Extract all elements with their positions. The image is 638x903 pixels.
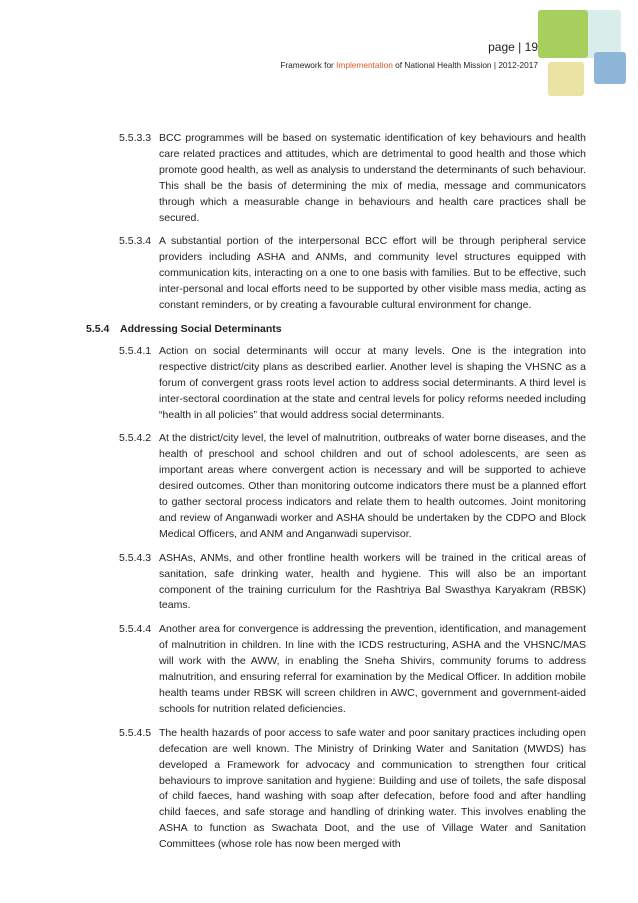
page-number: 19 (524, 40, 538, 54)
paragraph-number: 5.5.4.5 (119, 726, 152, 739)
paragraph-text: At the district/city level, the level of malnutrition, outbreaks of water borne diseases, and the health of preschool and school children and out of school adolescents, are seen as important areas where convergent action is necessary and will be supported to achieve desired outcomes. Other than monitoring outcome indicators there must be a planned effort to gather sectoral process indicators and relate them to health outcomes. Joint monitoring and review of Anganwadi worker and ASHA should be undertaken by the CDPO and Block Medical Officers, and ANM and Anganwadi supervisor. (159, 432, 586, 540)
paragraph-number: 5.5.4.4 (119, 623, 152, 636)
decor-square-green (538, 10, 588, 58)
page-separator: | (518, 40, 522, 54)
paragraph-text: Another area for convergence is addressing the prevention, identification, and management of malnutrition in children. In line with the ICDS restructuring, ASHA and the VHSNC/MAS will work with the AWW, in enabling the Sneha Shivirs, community forums to address malnutrition, and ensuring referral for examination by the Medical Officer. In addition mobile health teams under RBSK will screen children in AWC, government and government-aided schools for nutrition related deficiencies. (159, 623, 586, 715)
section-heading (86, 322, 586, 338)
paragraph-number: 5.5.4.2 (119, 432, 152, 445)
paragraph-text: ASHAs, ANMs, and other frontline health workers will be trained in the critical areas of sanitation, safe drinking water, health and hygiene. This will also be an important component of the training curriculum for the Rashtriya Bal Swasthya Karyakram (RBSK) teams. (159, 551, 586, 612)
header-title-highlight: Implementation (336, 60, 393, 70)
paragraph-text: Action on social determinants will occur at many levels. One is the integration into respective district/city plans as described earlier. Another level is shaping the VHSNC as a forum of convergent grass roots level action to address social determinants. A third level is inter-sectoral coordination at the state and central levels for policy reforms needed including “health in all policies” that would address social determinants. (159, 344, 586, 421)
paragraph-number: 5.5.4.3 (119, 551, 152, 564)
paragraph-5-5-4-2 (86, 431, 586, 542)
section-heading-number: 5.5.4 (86, 322, 110, 335)
paragraph-5-5-3-4 (86, 234, 586, 314)
paragraph-text: BCC programmes will be based on systematic identification of key behaviours and health care related practices and attitudes, which are detrimental to good health and those which promote good health, as well as analysis to understand the determinants of such behaviour. This shall be the basis of determining the mix of media, message and communicators through which a measurable change in behaviours and health care practices shall be secured. (159, 132, 586, 224)
paragraph-5-5-4-5 (86, 726, 586, 853)
section-heading-text: Addressing Social Determinants (120, 322, 282, 335)
paragraph-5-5-4-1 (86, 344, 586, 424)
paragraph-5-5-3-3 (86, 131, 586, 226)
header-title-after: of National Health Mission | 2012-2017 (392, 60, 538, 70)
paragraph-text: The health hazards of poor access to safe water and poor sanitary practices including open defecation are well known. The Ministry of Drinking Water and Sanitation (MWDS) has developed a Framework for advocacy and communication to strengthen four critical behaviours to improve sanitation and hygiene: Building and use of toilets, the safe disposal of child faeces, hand washing with soap after defecation, before food and after handling child faeces, and safe storage and handling of drinking water. This involves enabling the ASHA to function as Swachata Doot, and the use of Village Water and Sanitation Committees (whose role has now been merged with (159, 726, 586, 851)
decor-square-blue (594, 52, 626, 84)
running-header (200, 60, 538, 70)
paragraph-number: 5.5.3.4 (119, 235, 152, 248)
header-title-before: Framework for (280, 60, 337, 70)
decor-square-yellow (548, 62, 584, 96)
paragraph-number: 5.5.4.1 (119, 344, 152, 357)
paragraph-number: 5.5.3.3 (119, 132, 152, 144)
page-body (86, 131, 586, 861)
paragraph-5-5-4-3 (86, 551, 586, 615)
page-prefix: page (488, 40, 515, 54)
paragraph-5-5-4-4 (86, 622, 586, 717)
paragraph-text: A substantial portion of the interpersonal BCC effort will be through peripheral service providers including ASHA and ANMs, and community level structures equipped with communication kits, interacting on a one to one basis with families. But to be effective, such inter-personal and local efforts need to be supported by other visible mass media, acting as constant reminders, or by creating a favourable cultural environment for change. (159, 235, 586, 312)
page-number-label (470, 40, 538, 54)
